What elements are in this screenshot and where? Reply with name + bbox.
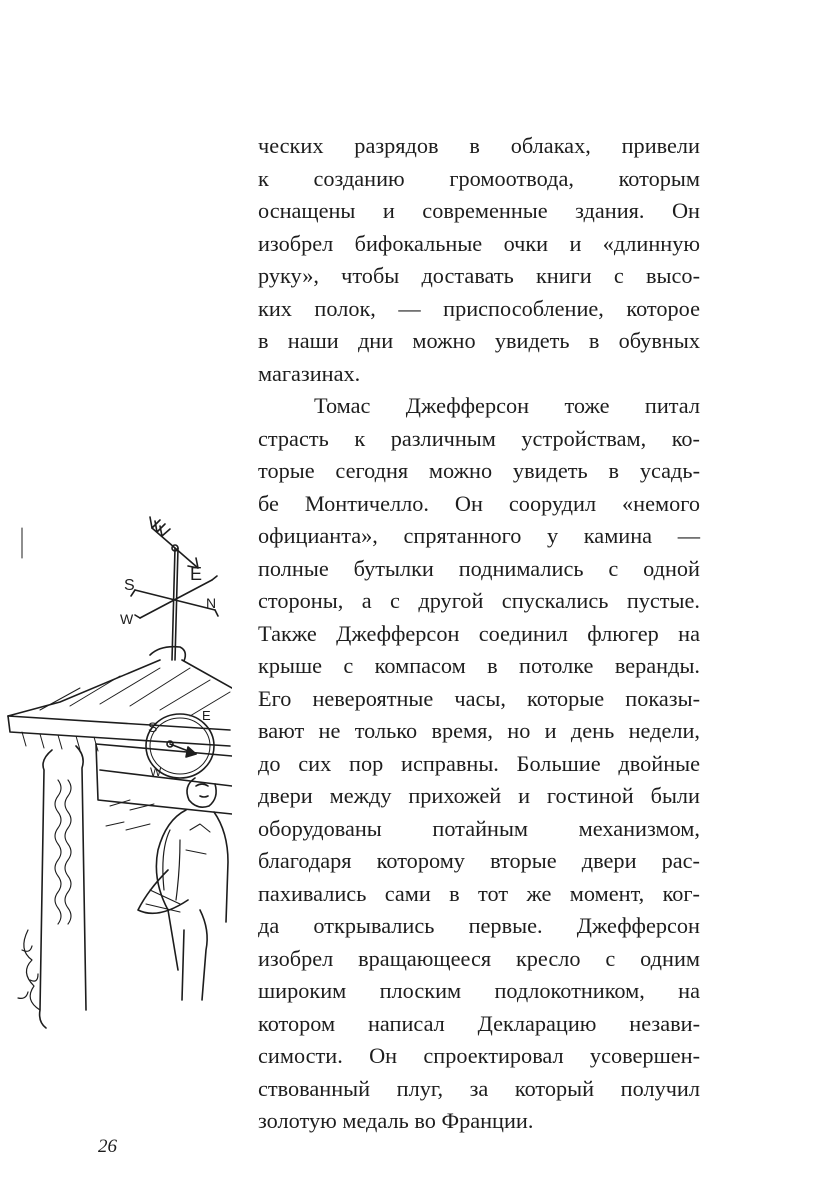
text-line: Томас Джефферсон тоже питал xyxy=(314,393,700,418)
text-line: благодаря которому вторые двери рас- xyxy=(258,848,700,873)
text-line: ческих разрядов в облаках, привели xyxy=(258,133,700,158)
text-line: стороны, а с другой спускались пустые. xyxy=(258,588,700,613)
jefferson-figure xyxy=(138,778,228,1000)
text-line: пахивались сами в тот же момент, ког- xyxy=(258,880,700,906)
text-line: да открывались первые. Джефферсон xyxy=(258,913,700,938)
text-line: страсть к различным устройствам, ко- xyxy=(258,425,700,451)
compass-letter: N xyxy=(206,595,217,611)
compass-letter: S xyxy=(124,577,135,594)
text-line: руку», чтобы доставать книги с высо- xyxy=(258,263,700,288)
compass-letter: E xyxy=(190,564,203,584)
text-line: симости. Он спроектировал усовершен- xyxy=(258,1043,700,1068)
page-number: 26 xyxy=(98,1136,117,1157)
text-line: широким плоским подлокотником, на xyxy=(258,978,700,1003)
text-line: Также Джефферсон соединил флюгер на xyxy=(258,620,700,646)
text-line: ких полок, — приспособление, которое xyxy=(258,295,700,321)
text-line: оборудованы потайным механизмом, xyxy=(258,815,700,841)
column xyxy=(40,746,86,1028)
text-line: до сих пор исправны. Большие двойные xyxy=(258,750,700,776)
paragraph-1 xyxy=(258,130,700,390)
text-line: Его невероятные часы, которые показы- xyxy=(258,685,700,711)
text-line: золотую медаль во Франции. xyxy=(258,1108,534,1133)
text-line: торые сегодня можно увидеть в усадь- xyxy=(258,458,700,483)
text-line: крыше с компасом в потолке веранды. xyxy=(258,653,700,678)
text-line: изобрел бифокальные очки и «длинную xyxy=(258,230,700,256)
text-line: бе Монтичелло. Он соорудил «немого xyxy=(258,490,700,516)
text-line: изобрел вращающееся кресло с одним xyxy=(258,945,700,971)
text-line: оснащены и современные здания. Он xyxy=(258,198,700,223)
weathervane-illustration xyxy=(0,510,232,1040)
text-line: полные бутылки поднимались с одной xyxy=(258,555,700,581)
text-line: вают не только время, но и день недели, xyxy=(258,718,700,743)
text-line: магазинах. xyxy=(258,360,361,386)
compass-letter: E xyxy=(202,708,211,723)
text-line: официанта», спрятанного у камина — xyxy=(258,523,700,548)
text-line: к созданию громоотвода, которым xyxy=(258,165,700,191)
body-text xyxy=(258,130,700,1138)
text-line: в наши дни можно увидеть в обувных xyxy=(258,328,700,353)
text-line: котором написал Декларацию незави- xyxy=(258,1010,700,1036)
compass-letter: W xyxy=(120,611,134,627)
paragraph-2 xyxy=(258,390,700,1138)
compass-letter: W xyxy=(150,765,162,779)
compass-letter: S xyxy=(148,719,158,735)
text-line: ствованный плуг, за который получил xyxy=(258,1075,700,1101)
text-line: двери между прихожей и гостиной были xyxy=(258,783,700,808)
